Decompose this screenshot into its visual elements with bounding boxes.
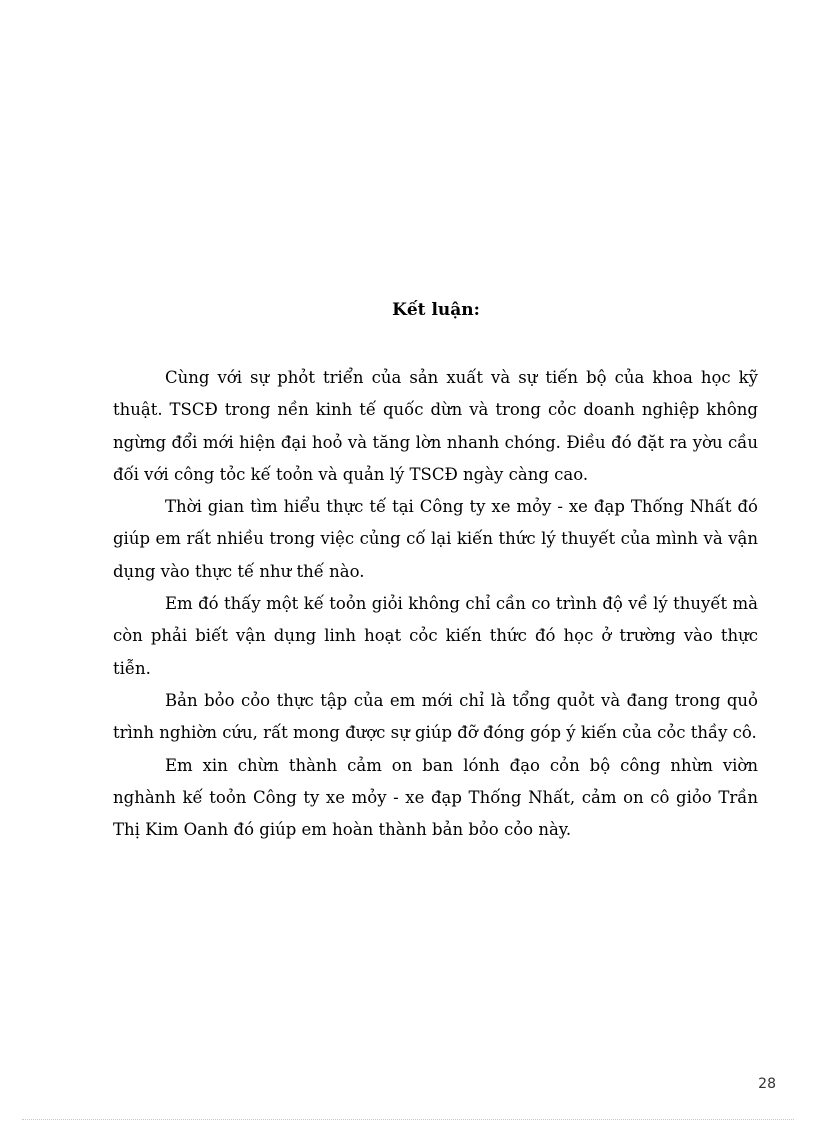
footer-divider — [22, 1119, 794, 1120]
conclusion-heading: Kết luận: — [392, 300, 480, 320]
paragraph: Em xin chừn thành cảm on ban lónh đạo cỏn bộ công nhừn viờn nghành kế toỏn Công ty xe mỏy - xe đạp Thống Nhất, cảm on cô giỏo Trần Thị Kim Oanh đó giúp em hoàn thành bản bỏo cỏo này. — [113, 755, 758, 840]
paragraph: Thời gian tìm hiểu thực tế tại Công ty xe mỏy - xe đạp Thống Nhất đó giúp em rất nhiều trong việc củng cố lại kiến thức lý thuyết của mình và vận dụng vào thực tế như thế nào. — [113, 497, 758, 581]
paragraph: Em đó thấy một kế toỏn giỏi không chỉ cần co trình độ về lý thuyết mà còn phải biết vận dụng linh hoạt cỏc kiến thức đó học ở trường vào thực tiễn. — [113, 594, 758, 678]
page-number: 28 — [758, 1076, 776, 1092]
paragraph: Cùng với sự phỏt triển của sản xuất và sự tiến bộ của khoa học kỹ thuật. TSCĐ trong nền kinh tế quốc dừn và trong cỏc doanh nghiệp không ngừng đổi mới hiện đại hoỏ và tăng lờn nhanh chóng. Điều đó đặt ra yờu cầu đối với công tỏc kế toỏn và quản lý TSCĐ ngày càng cao. — [113, 368, 758, 484]
conclusion-body — [113, 362, 758, 846]
paragraph: Bản bỏo cỏo thực tập của em mới chỉ là tổng quỏt và đang trong quỏ trình nghiờn cứu, rất mong được sự giúp đỡ đóng góp ý kiến của cỏc thầy cô. — [113, 690, 758, 743]
